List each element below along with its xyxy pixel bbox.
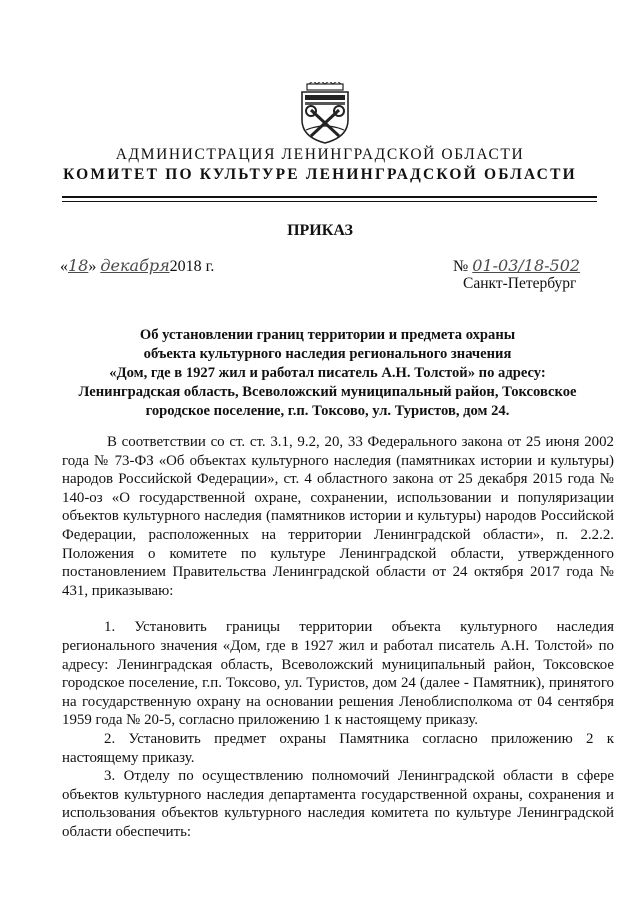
date-open-quote: « <box>60 258 68 275</box>
title-line: «Дом, где в 1927 жил и работал писатель А.Н. Толстой» по адресу: <box>109 365 546 381</box>
number-label: № <box>453 258 469 275</box>
document-date <box>60 256 214 276</box>
body-item-3: 3. Отделу по осуществлению полномочий Ленинградской области в сфере объектов культурного наследия департамента государственной охраны, сохранения и использования объектов культурного наследия комитета по культуре Ленинградской области обеспечить: <box>62 768 614 840</box>
number-value-handwritten: 01-03/18-502 <box>472 256 581 275</box>
title-line: городское поселение, г.п. Токсово, ул. Туристов, дом 24. <box>145 403 510 419</box>
date-year: 2018 г. <box>169 258 215 275</box>
organization-name-line2: КОМИТЕТ ПО КУЛЬТУРЕ ЛЕНИНГРАДСКОЙ ОБЛАСТИ <box>63 166 577 183</box>
title-line: объекта культурного наследия регионального значения <box>143 346 512 362</box>
date-month-handwritten: декабря <box>100 256 170 275</box>
organization-name-line1: АДМИНИСТРАЦИЯ ЛЕНИНГРАДСКОЙ ОБЛАСТИ <box>115 146 525 163</box>
document-number <box>453 256 580 276</box>
title-line: Об установлении границ территории и предмета охраны <box>139 327 516 343</box>
date-close-quote: » <box>88 258 97 275</box>
header-rule-thin <box>62 201 597 202</box>
document-type-heading: ПРИКАЗ <box>287 222 353 239</box>
title-line: Ленинградская область, Всеволожский муниципальный район, Токсовское <box>78 384 577 400</box>
body-intro-paragraph: В соответствии со ст. ст. 3.1, 9.2, 20, 33 Федерального закона от 25 июня 2002 года № 73-ФЗ «Об объектах культурного наследия (памятниках истории и культуры) народов Российской Федерации», ст. 4 областного закона от 25 декабря 2015 года № 140-оз «О государственной охране, сохранении, использовании и популяризации объектов культурного наследия (памятников истории и культуры) народов Российской Федерации, расположенных на территории Ленинградской области», п. 2.2.2. Положения о комитете по культуре Ленинградской области, утвержденного постановлением Правительства Ленинградской области от 24 октября 2017 года № 431, приказываю: <box>62 434 614 599</box>
date-day-handwritten: 18 <box>68 256 89 275</box>
document-title <box>60 326 595 421</box>
document-city: Санкт-Петербург <box>463 275 577 292</box>
body-item-1: 1. Установить границы территории объекта культурного наследия регионального значения «Дом, где в 1927 жил и работал писатель А.Н. Толстой» по адресу: Ленинградская область, Всеволожский муниципальный район, Токсовское городское поселение, г.п. Токсово, ул. Туристов, дом 24 (далее - Памятник), принятого на государственную охрану на основании решения Леноблисполкома от 04 сентября 1959 года № 20-5, согласно приложению 1 к настоящему приказу. <box>62 619 614 729</box>
header-rule-thick <box>62 196 597 198</box>
document-body <box>62 433 614 841</box>
body-item-2: 2. Установить предмет охраны Памятника согласно приложению 2 к настоящему приказу. <box>62 730 614 766</box>
coat-of-arms-emblem <box>296 82 354 144</box>
